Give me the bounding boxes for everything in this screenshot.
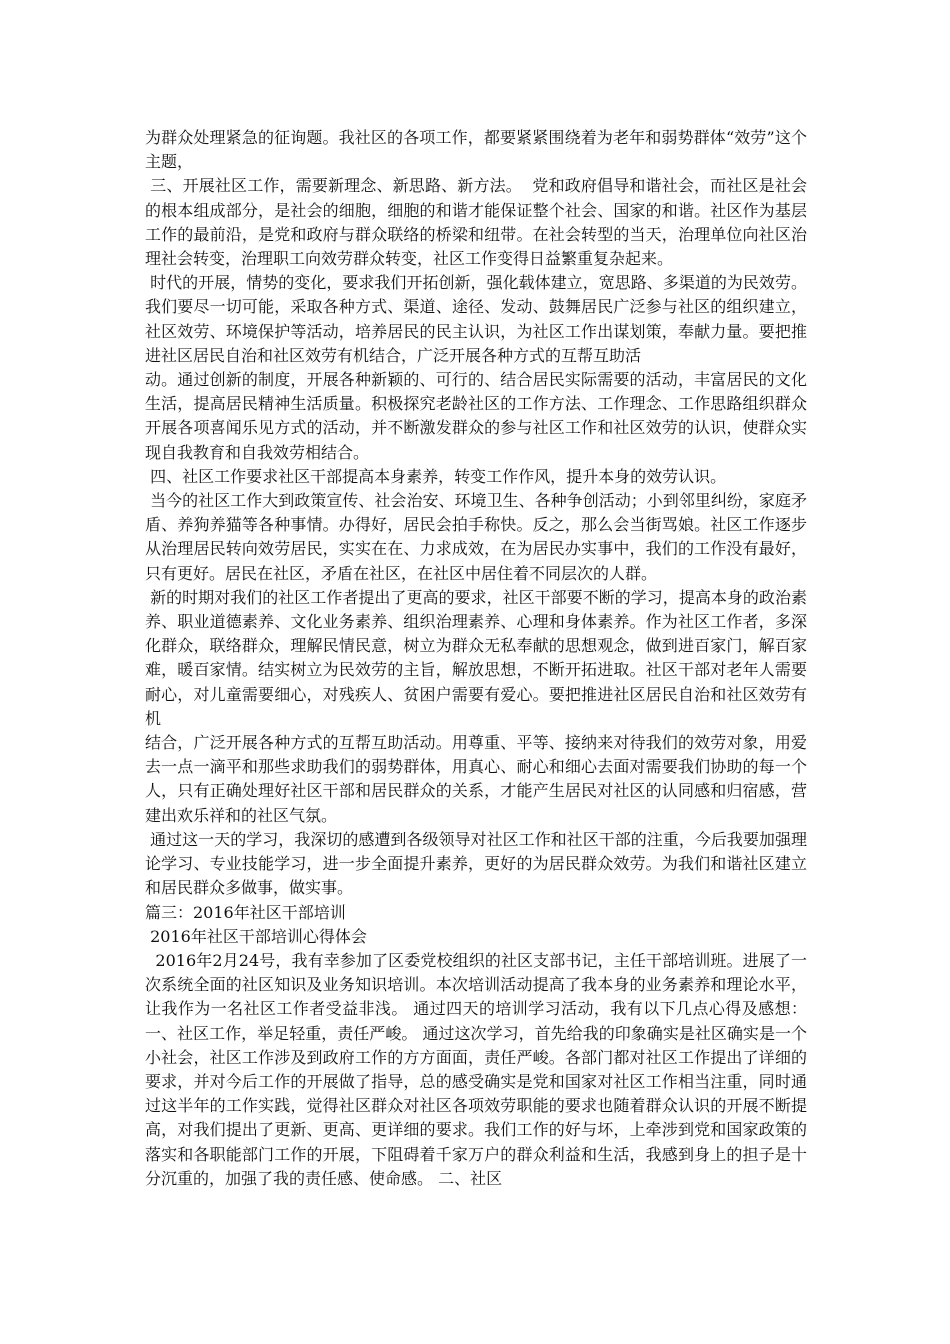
paragraph: 当今的社区工作大到政策宣传、社会治安、环境卫生、各种争创活动；小到邻里纠纷，家庭矛盾、养狗养猫等各种事情。办得好，居民会拍手称快。反之，那么会当街骂娘。社区工作逐步从治理居民转向效劳居民，实实在在、力求成效，在为居民办实事中，我们的工作没有最好，只有更好。居民在社区，矛盾在社区，在社区中居住着不同层次的人群。 [145, 491, 807, 583]
document-page [145, 126, 807, 1191]
paragraph: 四、社区工作要求社区干部提高本身素养，转变工作作风，提升本身的效劳认识。 [145, 466, 727, 486]
paragraph: 新的时期对我们的社区工作者提出了更高的要求，社区干部要不断的学习，提高本身的政治素养、职业道德素养、文化业务素养、组织治理素养、心理和身体素养。作为社区工作者，多深化群众，联络群众，理解民情民意，树立为群众无私奉献的思想观念，做到进百家门，解百家难，暖百家情。结实树立为民效劳的主旨，解放思想，不断开拓进取。社区干部对老年人需要耐心，对儿童需要细心，对残疾人、贫困户需要有爱心。要把推进社区居民自治和社区效劳有机 [145, 587, 807, 728]
paragraph: 三、开展社区工作，需要新理念、新思路、新方法。 党和政府倡导和谐社会，而社区是社会的根本组成部分，是社会的细胞，细胞的和谐才能保证整个社会、国家的和谐。社区作为基层工作的最前沿，是党和政府与群众联络的桥梁和纽带。在社会转型的当天，治理单位向社区治理社会转变，治理职工向效劳群众转变，社区工作变得日益繁重复杂起来。 [145, 176, 807, 269]
paragraph: 时代的开展，情势的变化，要求我们开拓创新，强化载体建立，宽思路、多渠道的为民效劳。我们要尽一切可能，采取各种方式、渠道、途径、发动、鼓舞居民广泛参与社区的组织建立，社区效劳、环境保护等活动，培养居民的民主认识，为社区工作出谋划策，奉献力量。要把推进社区居民自治和社区效劳有机结合，广泛开展各种方式的互帮互助活 [145, 273, 807, 365]
paragraph: 结合，广泛开展各种方式的互帮互助活动。用尊重、平等、接纳来对待我们的效劳对象，用爱去一点一滴平和那些求助我们的弱势群体，用真心、耐心和细心去面对需要我们协助的每一个人，只有正确处理好社区干部和居民群众的关系，才能产生居民对社区的认同感和归宿感，营建出欢乐祥和的社区气氛。 [145, 733, 807, 825]
paragraph: 2016年2月24号，我有幸参加了区委党校组织的社区支部书记，主任干部培训班。进展了一次系统全面的社区知识及业务知识培训。本次培训活动提高了我本身的业务素养和理论水平，让我作为一名社区工作者受益非浅。 通过四天的培训学习活动，我有以下几点心得及感想：一、社区工作，举足轻重，责任严峻。 通过这次学习，首先给我的印象确实是社区确实是一个小社会，社区工作涉及到政府工作的方方面面，责任严峻。各部门都对社区工作提出了详细的要求，并对今后工作的开展做了指导，总的感受确实是党和国家对社区工作相当注重，同时通过这半年的工作实践，觉得社区群众对社区各项效劳职能的要求也随着群众认识的开展不断提高，对我们提出了更新、更高、更详细的要求。我们工作的好与坏，上牵涉到党和国家政策的落实和各职能部门工作的开展，下阻碍着千家万户的群众利益和生活，我感到身上的担子是十分沉重的，加强了我的责任感、使命感。 二、社区 [145, 950, 807, 1188]
paragraph: 动。通过创新的制度，开展各种新颖的、可行的、结合居民实际需要的活动，丰富居民的文化生活，提高居民精神生活质量。积极探究老龄社区的工作方法、工作理念、工作思路组织群众开展各项喜闻乐见方式的活动，并不断激发群众的参与社区工作和社区效劳的认识，使群众实现自我教育和自我效劳相结合。 [145, 370, 807, 462]
paragraph: 为群众处理紧急的征询题。我社区的各项工作，都要紧紧围绕着为老年和弱势群体“效劳”这个主题， [145, 128, 807, 172]
section-title: 篇三：2016年社区干部培训 [145, 902, 346, 922]
article-title: 2016年社区干部培训心得体会 [145, 926, 367, 946]
paragraph: 通过这一天的学习，我深切的感遭到各级领导对社区工作和社区干部的注重，今后我要加强理论学习、专业技能学习，进一步全面提升素养，更好的为居民群众效劳。为我们和谐社区建立和居民群众多做事，做实事。 [145, 829, 807, 898]
